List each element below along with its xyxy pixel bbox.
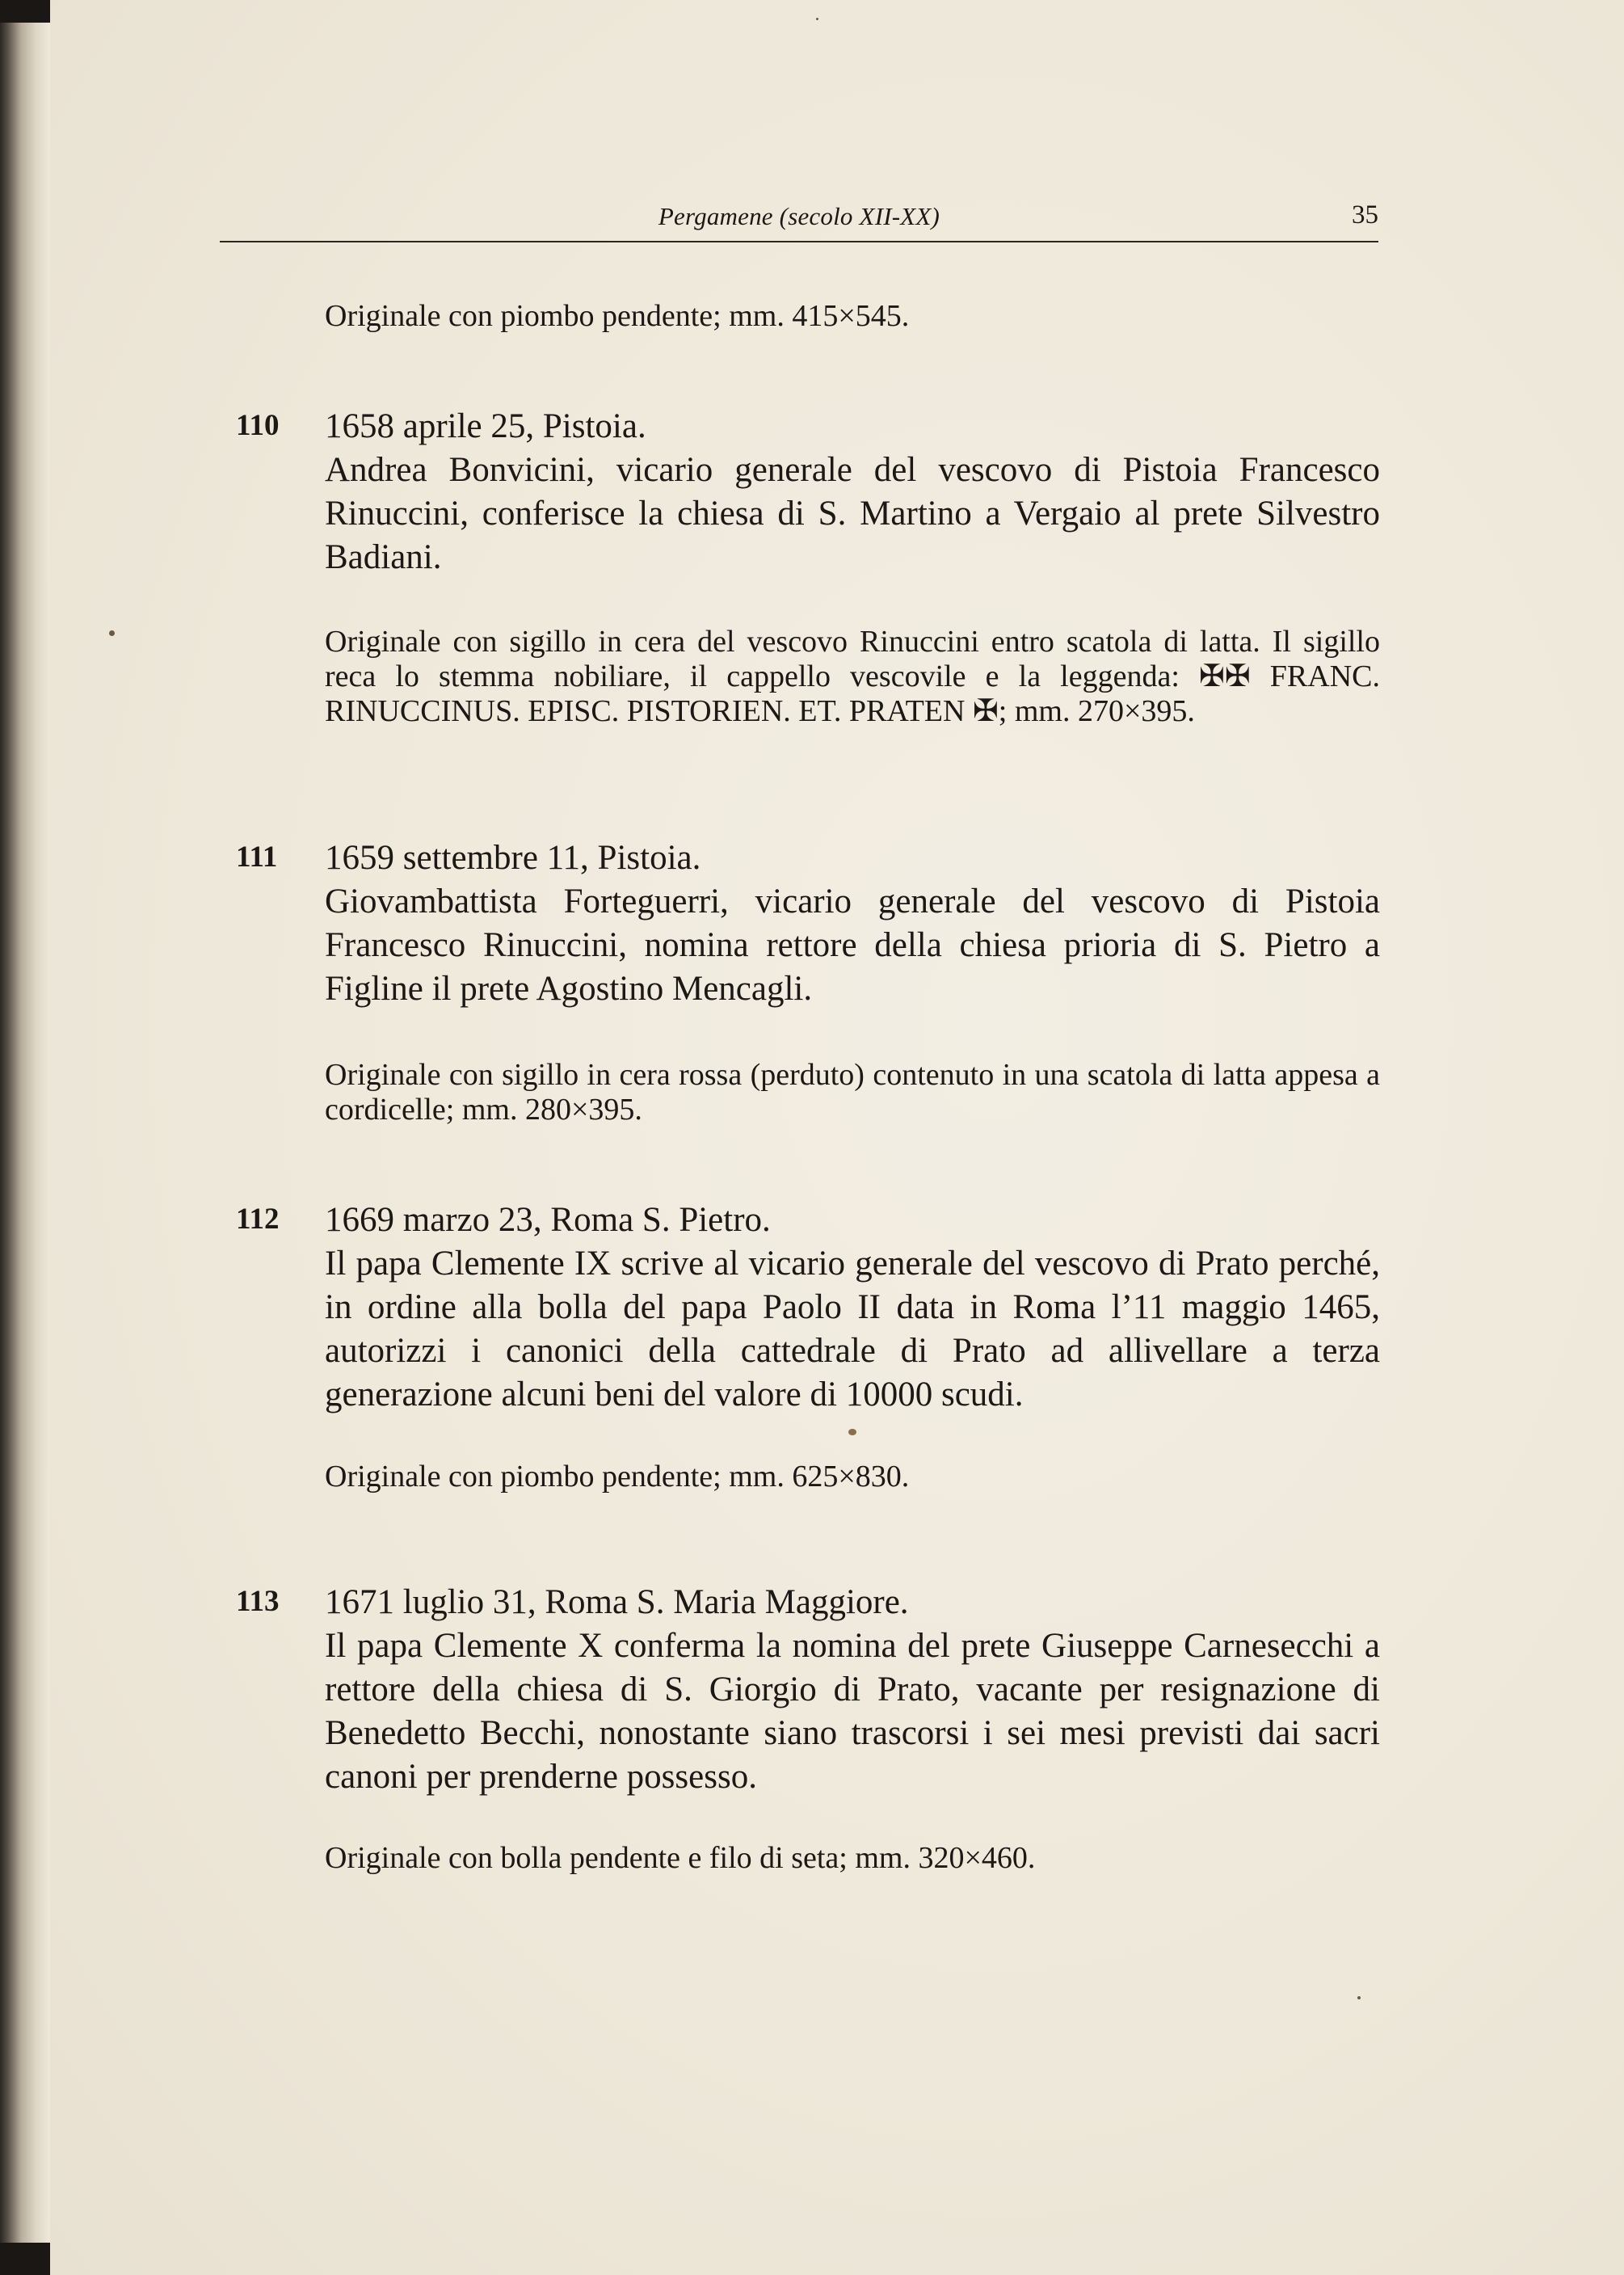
entry-number: 110 — [236, 409, 280, 442]
page-sheet — [50, 0, 1624, 2275]
scan-corner-bottom — [0, 2243, 50, 2275]
entry-text: Il papa Clemente IX scrive al vicario generale del vescovo di Prato perché, in ordine alla bolla del papa Paolo II data in Roma l’11 maggio 1465, autorizzi i canonici della cattedrale di Prato ad allivellare a terza generazione alcuni beni del valore di 10000 scudi. — [325, 1245, 1380, 1413]
entry-text: Giovambattista Forteguerri, vicario generale del vescovo di Pistoia Francesco Rinuccini, nomina rettore della chiesa prioria di S. Pietro a Figline il prete Agostino Mencagli. — [325, 883, 1380, 1008]
entry-note: Originale con sigillo in cera rossa (perduto) contenuto in una scatola di latta appesa a cordicelle; mm. 280×395. — [325, 1058, 1380, 1127]
entry-113 — [325, 1581, 1380, 1799]
page-number: 35 — [1352, 200, 1378, 230]
top-note-block — [325, 299, 1380, 334]
entry-number: 111 — [236, 840, 278, 874]
entry-113-note — [325, 1841, 1380, 1876]
entry-text: Andrea Bonvicini, vicario generale del vescovo di Pistoia Francesco Rinuccini, conferisce la chiesa di S. Martino a Vergaio al prete Silvestro Badiani. — [325, 451, 1380, 576]
entry-note: Originale con piombo pendente; mm. 625×830. — [325, 1460, 910, 1493]
running-title: Pergamene (secolo XII-XX) — [658, 202, 940, 230]
paper-speck — [1357, 1996, 1361, 1999]
entry-note: Originale con piombo pendente; mm. 415×545. — [325, 299, 910, 333]
paper-speck — [848, 1429, 856, 1435]
entry-110-note — [325, 625, 1380, 729]
entry-note: Originale con bolla pendente e filo di seta; mm. 320×460. — [325, 1841, 1036, 1875]
entry-date: 1671 luglio 31, Roma S. Maria Maggiore. — [325, 1583, 909, 1621]
entry-110 — [325, 405, 1380, 579]
entry-date: 1658 aprile 25, Pistoia. — [325, 407, 646, 445]
entry-111-note — [325, 1058, 1380, 1127]
entry-number: 113 — [236, 1585, 280, 1618]
entry-number: 112 — [236, 1203, 280, 1236]
paper-speck — [109, 630, 115, 636]
running-header — [220, 199, 1378, 242]
entry-note: Originale con sigillo in cera del vescovo Rinuccini entro scatola di latta. Il sigillo reca lo stemma nobiliare, il cappello vescovile e la leggenda: ✠✠ FRANC. RINUCCINUS. EPISC. PISTORIEN. ET. PRATEN ✠; mm. 270×395. — [325, 625, 1380, 728]
entry-date: 1669 marzo 23, Roma S. Pietro. — [325, 1201, 771, 1239]
entry-112 — [325, 1199, 1380, 1417]
entry-112-note — [325, 1460, 1380, 1494]
scan-corner-top — [0, 0, 50, 23]
entry-date: 1659 settembre 11, Pistoia. — [325, 839, 701, 877]
book-gutter — [0, 0, 50, 2275]
entry-111 — [325, 836, 1380, 1011]
entry-text: Il papa Clemente X conferma la nomina del prete Giuseppe Carnesecchi a rettore della chiesa di S. Giorgio di Prato, vacante per resignazione di Benedetto Becchi, nonostante siano trascorsi i sei mesi previsti dai sacri canoni per prenderne possesso. — [325, 1627, 1380, 1796]
paper-speck — [816, 18, 818, 20]
